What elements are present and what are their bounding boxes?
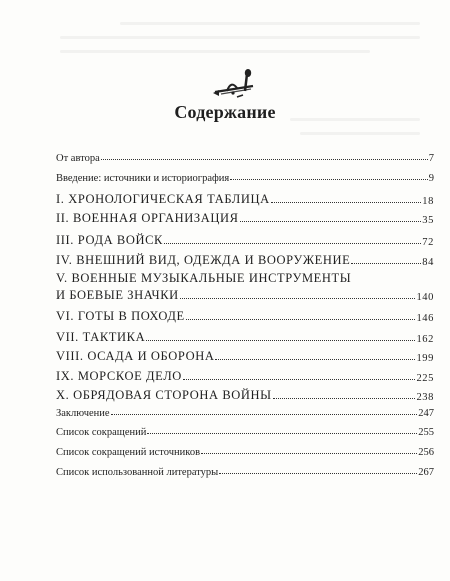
toc-entry-chapter-8[interactable] [56,349,434,364]
toc-entry-chapter-9[interactable] [56,369,434,384]
toc-entry-page: 84 [422,257,434,268]
toc-entry-page: 225 [416,373,434,384]
dot-leader [183,378,415,380]
toc-entry-label: VI. ГОТЫ В ПОХОДЕ [56,309,185,323]
toc-entry-label: II. ВОЕННАЯ ОРГАНИЗАЦИЯ [56,211,239,225]
toc-entry-label: VIII. ОСАДА И ОБОРОНА [56,349,215,363]
toc-entry-label: V. ВОЕННЫЕ МУЗЫКАЛЬНЫЕ ИНСТРУМЕНТЫ [56,271,352,285]
bleed-through-line [60,36,420,39]
toc-entry-page: 247 [418,408,434,419]
dot-leader [101,158,428,160]
toc-entry-label: Заключение [56,408,110,419]
bleed-through-line [60,50,370,53]
dot-leader [146,339,415,341]
dot-leader [180,297,416,299]
toc-entry-page: 7 [428,153,434,164]
toc-entry-chapter-7[interactable] [56,330,434,345]
toc-entry-page: 256 [418,447,434,458]
toc-entry-abbreviations[interactable] [56,427,434,438]
toc-entry-source-abbreviations[interactable] [56,447,434,458]
toc-entry-label: I. ХРОНОЛОГИЧЕСКАЯ ТАБЛИЦА [56,192,270,206]
toc-entry-chapter-5[interactable] [56,288,434,303]
toc-entry-label: И БОЕВЫЕ ЗНАЧКИ [56,288,179,302]
toc-entry-chapter-1[interactable] [56,192,434,207]
dot-leader [271,201,422,203]
toc-entry-page: 267 [418,467,434,478]
toc-entry-bibliography[interactable] [56,467,434,478]
toc-entry-chapter-2[interactable] [56,211,434,226]
toc-entry-label: От автора [56,153,100,164]
dot-leader [147,432,417,434]
dot-leader [351,262,421,264]
toc-entry-label: VII. ТАКТИКА [56,330,146,344]
toc-entry-label: III. РОДА ВОЙСК [56,233,163,247]
dot-leader [273,397,416,399]
toc-entry-page: 72 [422,237,434,248]
dot-leader [219,472,417,474]
toc-entry-chapter-10[interactable] [56,388,434,403]
toc-entry-label: X. ОБРЯДОВАЯ СТОРОНА ВОЙНЫ [56,388,272,402]
toc-entry-chapter-4[interactable] [56,253,434,268]
toc-entry-label: Список использованной литературы [56,467,219,478]
toc-entry-page: 9 [428,173,434,184]
dot-leader [230,178,428,180]
toc-entry-label: Список сокращений [56,427,147,438]
toc-entry-page: 140 [416,292,434,303]
toc-entry-page: 35 [422,215,434,226]
toc-entry-page: 18 [422,196,434,207]
dot-leader [215,358,415,360]
bleed-through-line [120,22,420,25]
toc-entry-chapter-5-line1 [56,271,434,286]
page-title: Содержание [174,102,276,122]
toc-entry-label: Введение: источники и историография [56,173,230,184]
toc-entry-label: IX. МОРСКОЕ ДЕЛО [56,369,182,383]
toc-entry-page: 199 [416,353,434,364]
toc-entry-page: 146 [416,313,434,324]
toc-entry-chapter-6[interactable] [56,309,434,324]
dot-leader [111,413,418,415]
helmet-sword-ornament-icon [207,64,261,104]
toc-entry-introduction[interactable] [56,173,434,184]
toc-entry-page: 238 [416,392,434,403]
toc-entry-conclusion[interactable] [56,408,434,419]
toc-entry-label: IV. ВНЕШНИЙ ВИД, ОДЕЖДА И ВООРУЖЕНИЕ [56,253,351,267]
dot-leader [201,452,417,454]
bleed-through-line [300,132,420,135]
dot-leader [240,220,422,222]
toc-entry-author[interactable] [56,153,434,164]
dot-leader [164,242,421,244]
toc-entry-page: 162 [416,334,434,345]
toc-entry-label: Список сокращений источников [56,447,201,458]
toc-entry-page: 255 [418,427,434,438]
toc-entry-chapter-3[interactable] [56,233,434,248]
dot-leader [186,318,416,320]
